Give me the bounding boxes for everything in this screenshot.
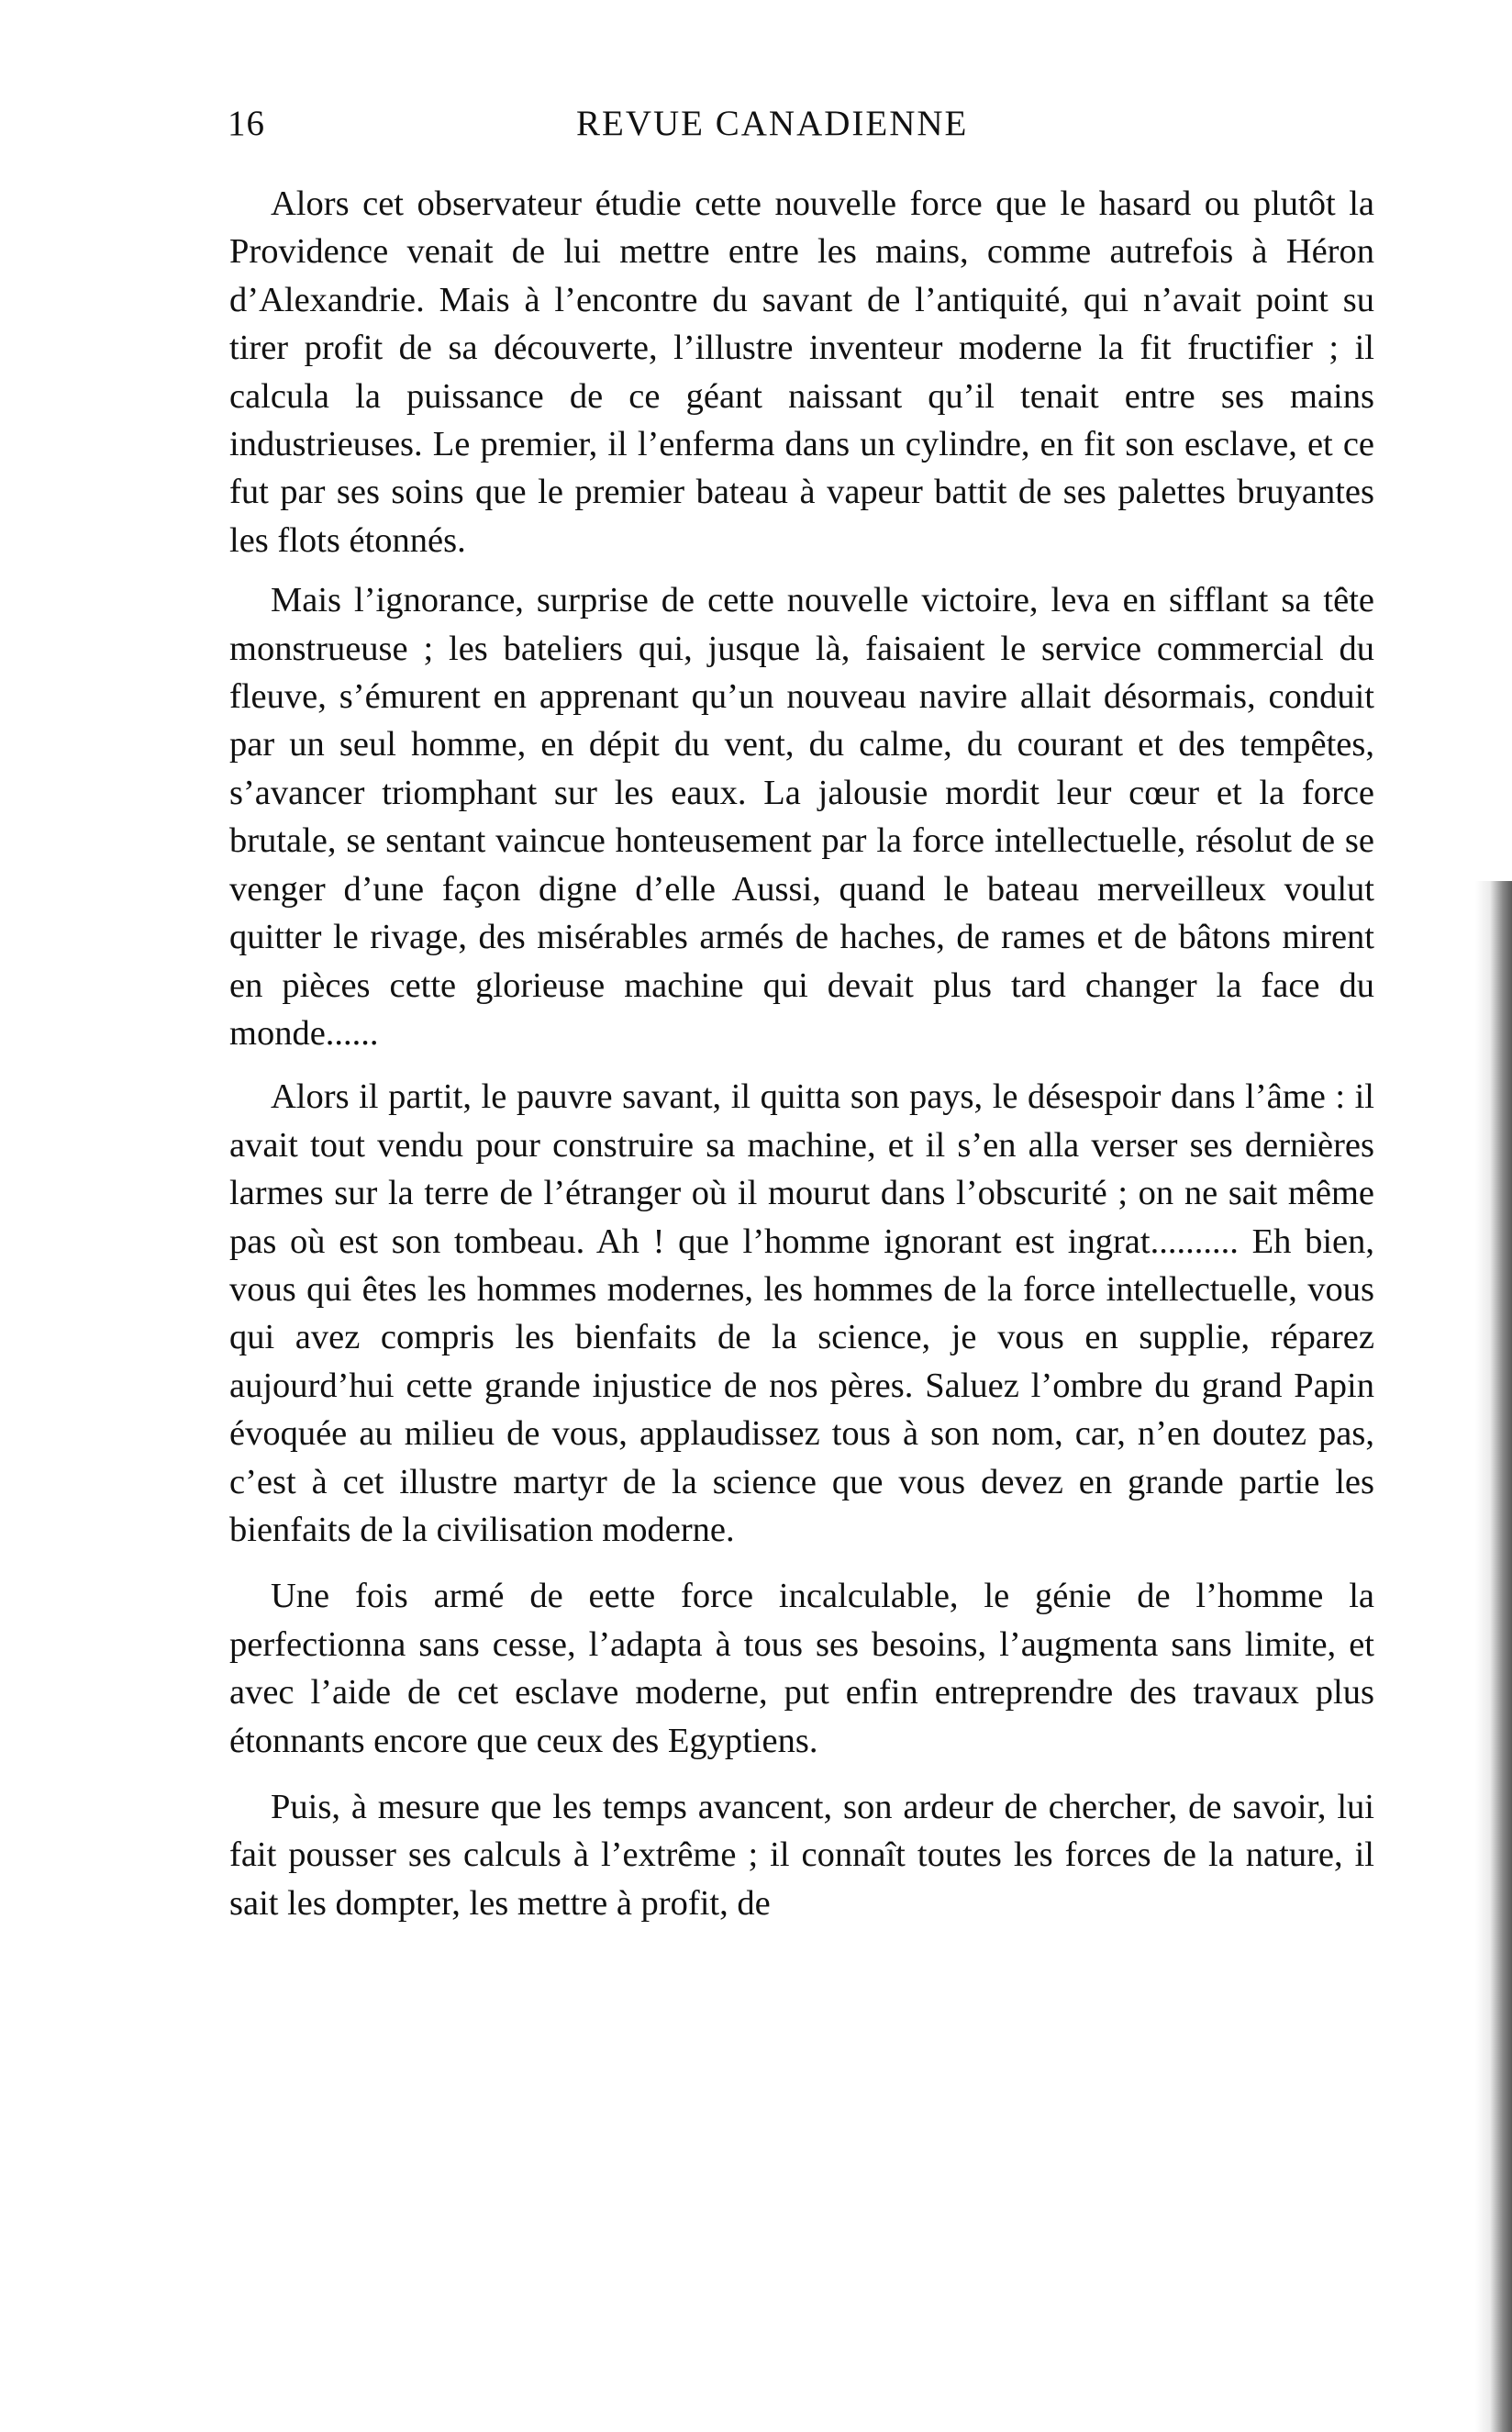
paragraph-3: Alors il partit, le pauvre savant, il quitta son pays, le désespoir dans l’âme : il avait tout vendu pour construire sa machine, et il s’en alla verser ses dernières larmes sur la terre de l’étranger où il mourut dans l’obscurité ; on ne sait même pas où est son tombeau. Ah ! que l’homme ignorant est ingrat.......... Eh bien, vous qui êtes les hommes modernes, les hommes de la force intellectuelle, vous qui avez compris les bienfaits de la science, je vous en supplie, réparez aujourd’hui cette grande injustice de nos pères. Saluez l’ombre du grand Papin évoquée au milieu de vous, applaudissez tous à son nom, car, n’en doutez pas, c’est à cet illustre martyr de la science que vous devez en grande partie les bienfaits de la civilisation moderne.	[229, 1077, 1374, 1549]
page-number: 16	[228, 104, 265, 143]
paragraph-5: Puis, à mesure que les temps avancent, son ardeur de chercher, de savoir, lui fait pousser ses calculs à l’extrême ; il connaît toutes les forces de la nature, il sait les dompter, les mettre à profit, de	[229, 1788, 1374, 1923]
journal-title: REVUE CANADIENNE	[576, 104, 969, 143]
paragraph-4: Une fois armé de eette force incalculable, le génie de l’homme la perfectionna sans cesse, l’adapta à tous ses besoins, l’augmenta sans limite, et avec l’aide de cet esclave moderne, put enfin entreprendre des travaux plus étonnants encore que ceux des Egyptiens.	[229, 1577, 1374, 1760]
paragraph-2: Mais l’ignorance, surprise de cette nouvelle victoire, leva en sifflant sa tête monstrueuse ; les bateliers qui, jusque là, faisaient le service commercial du fleuve, s’émurent en apprenant qu’un nouveau navire allait désormais, conduit par un seul homme, en dépit du vent, du calme, du courant et des tempêtes, s’avancer triomphant sur les eaux. La jalousie mordit leur cœur et la force brutale, se sentant vaincue honteusement par la force intellectuelle, résolut de se venger d’une façon digne d’elle Aussi, quand le bateau merveilleux voulut quitter le rivage, des misérables armés de haches, de rames et de bâtons mirent en pièces cette glorieuse machine qui devait plus tard changer la face du monde......	[229, 581, 1374, 1053]
running-head	[228, 103, 1374, 149]
paragraph-1: Alors cet observateur étudie cette nouvelle force que le hasard ou plutôt la Providence venait de lui mettre entre les mains, comme autrefois à Héron d’Alexandrie. Mais à l’encontre du savant de l’antiquité, qui n’avait point su tirer profit de sa découverte, l’illustre inventeur moderne la fit fructifier ; il calcula la puissance de ce géant naissant qu’il tenait entre ses mains industrieuses. Le premier, il l’enferma dans un cylindre, en fit son esclave, et ce fut par ses soins que le premier bateau à vapeur battit de ses palettes bruyantes les flots étonnés.	[229, 184, 1374, 560]
page-binding-shadow	[1475, 881, 1512, 2432]
body-text	[229, 180, 1374, 1927]
